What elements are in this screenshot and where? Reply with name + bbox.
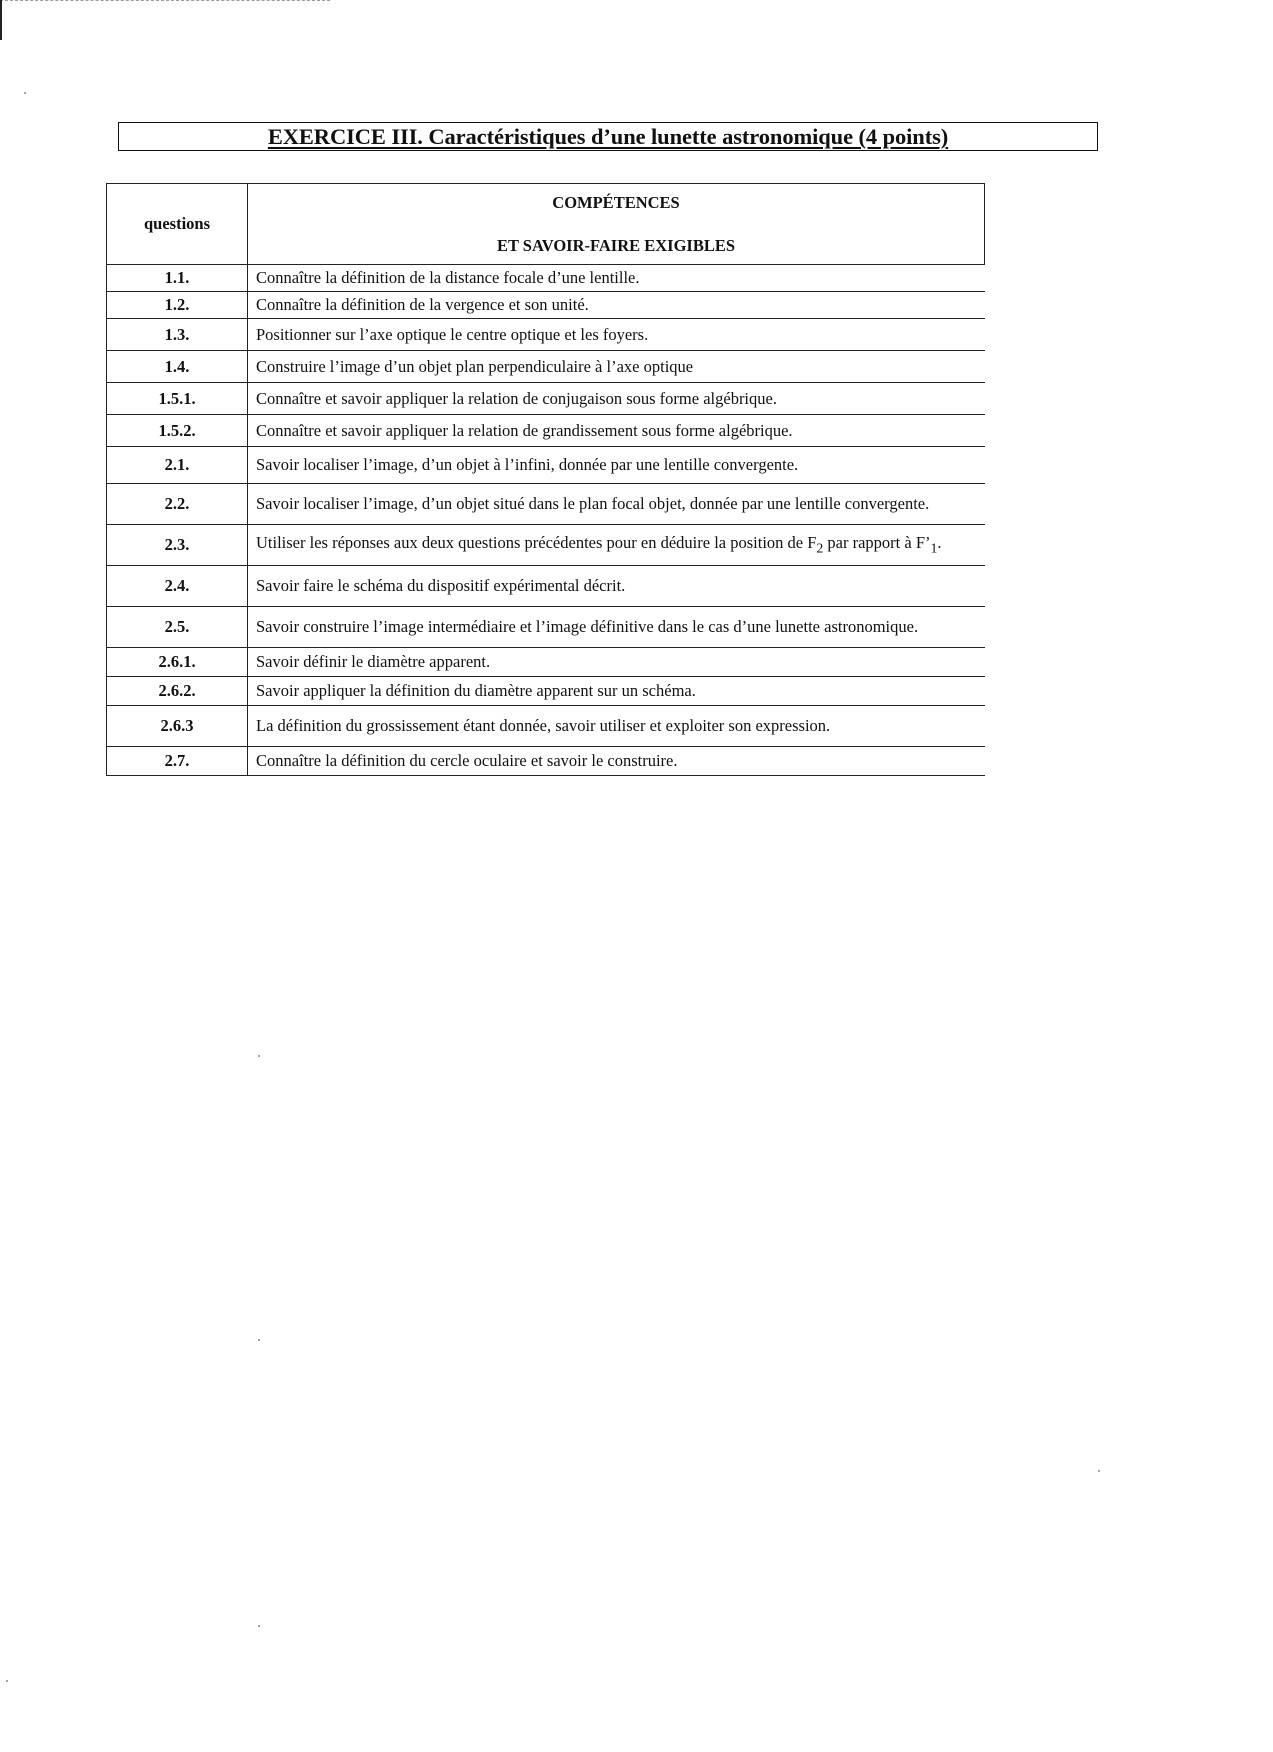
table-row [107,607,985,648]
question-number: 1.1. [107,265,248,292]
competence-text: Connaître la définition de la distance focale d’une lentille. [248,265,985,292]
competence-text: Savoir localiser l’image, d’un objet à l’infini, donnée par une lentille convergente. [248,447,985,484]
scan-edge-mark [0,0,330,2]
question-number: 2.4. [107,566,248,607]
table-row [107,648,985,677]
question-number: 2.2. [107,484,248,525]
table-row [107,566,985,607]
competence-text [248,525,985,566]
table-row [107,292,985,319]
header-competences-line1: COMPÉTENCES [552,192,680,212]
scan-speck [258,1339,260,1341]
question-number: 1.4. [107,351,248,383]
question-number: 2.6.1. [107,648,248,677]
question-number: 2.6.2. [107,677,248,706]
table-row [107,415,985,447]
subscript: 1 [930,539,938,555]
header-competences-line2: ET SAVOIR-FAIRE EXIGIBLES [496,236,736,255]
competence-text: Savoir construire l’image intermédiaire et l’image définitive dans le cas d’une lunette astronomique. [248,607,985,648]
competence-text: Savoir localiser l’image, d’un objet situé dans le plan focal objet, donnée par une lentille convergente. [248,484,985,525]
competence-text: Connaître la définition de la vergence et son unité. [248,292,985,319]
question-number: 1.5.2. [107,415,248,447]
competence-text: Savoir appliquer la définition du diamètre apparent sur un schéma. [248,677,985,706]
scan-speck [6,1680,8,1682]
question-number: 1.3. [107,319,248,351]
competence-text: Connaître la définition du cercle oculaire et savoir le construire. [248,747,985,776]
table-row [107,383,985,415]
competence-text: Connaître et savoir appliquer la relation de grandissement sous forme algébrique. [248,415,985,447]
exercise-title-box [118,122,1098,151]
scan-edge-mark [0,0,2,40]
subscript: 2 [816,539,824,555]
table-row [107,265,985,292]
header-questions: questions [107,184,248,265]
scan-speck [258,1625,260,1627]
scan-speck [258,1055,260,1057]
header-competences [248,184,985,265]
scan-speck [1098,1470,1100,1472]
question-number: 2.1. [107,447,248,484]
question-number: 2.3. [107,525,248,566]
table-row [107,677,985,706]
table-row [107,747,985,776]
competence-text: La définition du grossissement étant donnée, savoir utiliser et exploiter son expression. [248,706,985,747]
competence-text: Savoir faire le schéma du dispositif expérimental décrit. [248,566,985,607]
question-number: 2.5. [107,607,248,648]
competence-text: Construire l’image d’un objet plan perpendiculaire à l’axe optique [248,351,985,383]
competence-text-part: par rapport à F’ [823,532,931,552]
scan-speck [24,92,26,94]
competences-table [106,183,985,776]
table-row [107,525,985,566]
question-number: 1.5.1. [107,383,248,415]
table-row [107,706,985,747]
question-number: 2.6.3 [107,706,248,747]
competence-text: Positionner sur l’axe optique le centre optique et les foyers. [248,319,985,351]
table-header-row [107,184,985,265]
competence-text-part: . [937,532,942,552]
question-number: 1.2. [107,292,248,319]
table-row [107,351,985,383]
exercise-title: EXERCICE III. Caractéristiques d’une lunette astronomique (4 points) [267,124,949,149]
table-row [107,319,985,351]
table-row [107,447,985,484]
competence-text: Connaître et savoir appliquer la relation de conjugaison sous forme algébrique. [248,383,985,415]
question-number: 2.7. [107,747,248,776]
competence-text: Savoir définir le diamètre apparent. [248,648,985,677]
table-row [107,484,985,525]
competence-text-part: Utiliser les réponses aux deux questions précédentes pour en déduire la position de F [256,532,817,552]
